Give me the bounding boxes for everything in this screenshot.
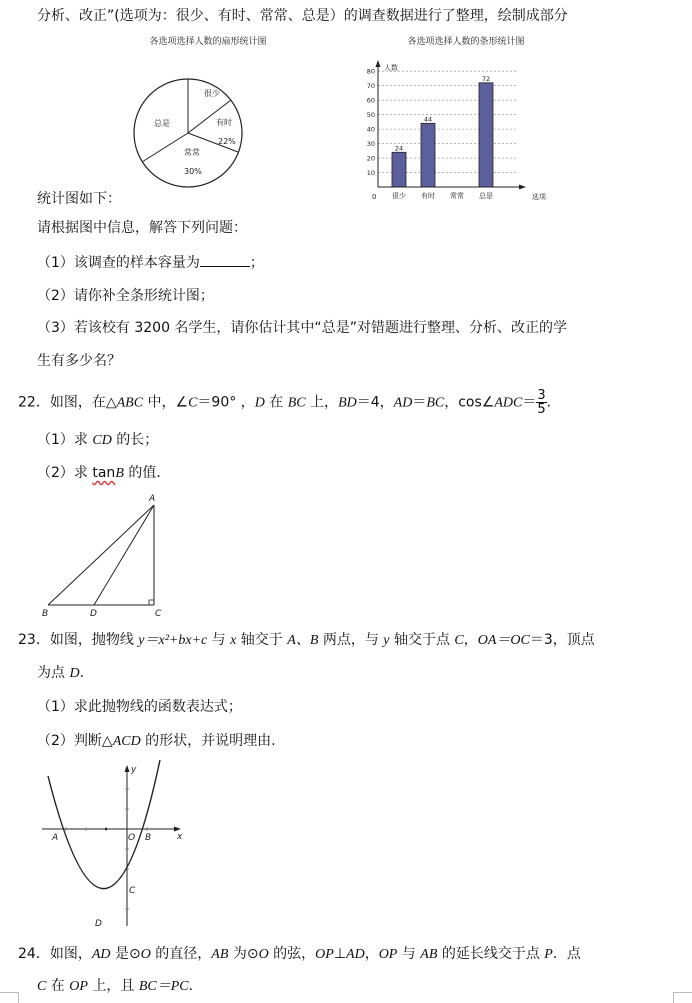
- q24-var: P: [544, 947, 553, 962]
- page-corner-mark: [673, 992, 692, 1003]
- q23-text: 轴交于: [236, 632, 288, 648]
- pie-label-chang-chang: 常常: [184, 148, 200, 157]
- x-axis-arrow: [174, 827, 181, 832]
- origin-label: 0: [372, 193, 377, 201]
- q22-number: 22．: [18, 394, 50, 411]
- q23-var: x: [230, 633, 237, 648]
- q22-part2-text: 的值．: [123, 465, 171, 481]
- q22-text: 中，∠: [143, 394, 189, 411]
- y-axis-arrow: [125, 765, 130, 772]
- q24-statement-cont: [37, 976, 203, 997]
- q23-text: 轴交于点: [389, 632, 455, 648]
- q24-var: AD: [346, 947, 365, 962]
- bar-value-label: 24: [394, 144, 404, 153]
- q22-var: C: [188, 395, 198, 411]
- point-label-a: A: [149, 494, 156, 504]
- q23-part1: （1）求此抛物线的函数表达式；: [37, 699, 242, 715]
- q21-part3: （3）若该校有 3200 名学生，请你估计其中“总是”对错题进行整理、分析、改正的学: [37, 320, 567, 336]
- q22-text: .: [546, 394, 552, 411]
- q23-text: 两点，与: [318, 632, 384, 648]
- q22-part2: [37, 463, 170, 484]
- q21-intro: 统计图如下：: [37, 191, 121, 207]
- vertex-point-marker: [105, 828, 107, 830]
- y-tick-label: 70: [366, 82, 375, 91]
- q24-text: 为⊙: [228, 946, 259, 962]
- y-axis-arrow: [376, 60, 381, 67]
- point-label-b: B: [42, 609, 49, 619]
- q24-var: O: [140, 947, 151, 962]
- axis-label-x: x: [177, 832, 183, 842]
- y-tick-label: 20: [366, 154, 375, 163]
- q24-text: ⊥: [333, 946, 347, 962]
- q22-text: ，cos∠: [444, 394, 495, 411]
- q24-var: OP: [315, 947, 334, 962]
- q23-text: ，: [463, 632, 478, 648]
- q24-var: AB: [211, 947, 229, 962]
- q23-number: 23．: [18, 632, 50, 648]
- q22-var: B: [115, 466, 124, 481]
- q23-text: ＝3，顶点: [529, 632, 595, 648]
- q24-text: 的延长线交于点: [437, 946, 545, 962]
- q21-part1-text: （1）该调查的样本容量为: [37, 255, 200, 271]
- q23-part2: [37, 731, 276, 752]
- pie-label-hen-shao: 很少: [204, 89, 220, 98]
- q22-text: ＝90° ，: [197, 394, 255, 411]
- q24-var: BC＝PC: [138, 979, 189, 994]
- q23-var: D: [69, 666, 80, 681]
- q22-var: ADC: [494, 395, 523, 411]
- q24-text: 上，且: [87, 978, 139, 994]
- q22-text: 上，: [305, 394, 339, 411]
- parabola-curve: [48, 760, 160, 889]
- q22-part1-text: （1）求: [37, 432, 93, 448]
- q24-var: AB: [420, 947, 438, 962]
- q22-text: ＝4，: [356, 394, 394, 411]
- y-axis-label: 人数: [384, 64, 398, 72]
- q23-text: 为点: [37, 665, 70, 681]
- q24-text: ．点: [552, 946, 581, 962]
- q22-part1: [37, 430, 158, 451]
- q22-text: ＝: [412, 394, 427, 411]
- bar: [479, 83, 493, 187]
- q23-text: .: [79, 665, 85, 681]
- pie-divider: [142, 133, 188, 162]
- q24-var: OP: [69, 979, 88, 994]
- q22-var: D: [254, 395, 265, 411]
- fraction-denominator: 5: [537, 402, 546, 417]
- pie-chart-title: 各选项选择人数的扇形统计图: [149, 37, 267, 47]
- q23-text: 与: [207, 632, 231, 648]
- page-corner-mark: [0, 992, 19, 1003]
- q21-part2: （2）请你补全条形统计图；: [37, 288, 214, 304]
- bar: [421, 123, 435, 187]
- q24-text: 的弦，: [268, 946, 316, 962]
- q21-part3-cont: 生有多少名？: [37, 353, 121, 369]
- q22-part2-text: （2）求: [37, 465, 93, 481]
- x-axis-arrow: [519, 185, 526, 190]
- q22-triangle-figure: [36, 490, 176, 622]
- bar-value-label: 72: [481, 74, 491, 83]
- q22-tan: tan: [92, 465, 116, 481]
- q24-text: 如图，: [49, 946, 92, 962]
- point-label-c: C: [129, 886, 136, 896]
- q23-part2-text: （2）判断△: [37, 733, 113, 749]
- y-tick-label: 10: [366, 169, 375, 178]
- q22-var: ABC: [116, 395, 144, 411]
- y-tick-label: 60: [366, 96, 375, 105]
- q24-text: 与: [397, 946, 421, 962]
- q23-part2-text: 的形状，并说明理由.: [140, 733, 276, 749]
- y-tick-label: 50: [366, 111, 375, 120]
- point-label-b: B: [145, 833, 152, 843]
- q23-var: ACD: [112, 734, 141, 749]
- q21-instruction: 请根据图中信息，解答下列问题：: [37, 220, 247, 236]
- q23-equation: y＝x²+bx+c: [138, 633, 208, 648]
- q21-part1: [37, 252, 264, 273]
- y-tick-label: 80: [366, 67, 375, 76]
- q24-text: 在: [46, 978, 70, 994]
- q24-text: ，: [364, 946, 379, 962]
- q22-text: 在: [264, 394, 288, 411]
- q24-var: AD: [91, 947, 111, 962]
- point-label-a: A: [52, 833, 59, 843]
- q22-var: CD: [92, 433, 112, 448]
- q23-var: y: [383, 633, 390, 648]
- q24-number: 24．: [18, 946, 50, 962]
- top-text-line: 分析、改正”(选项为：很少、有时、常常、总是）的调查数据进行了整理，绘制成部分: [37, 8, 568, 24]
- axis-label-y: y: [131, 765, 137, 775]
- x-tick-label: 常常: [450, 192, 464, 200]
- x-axis-label: 选项: [532, 193, 546, 201]
- q22-var: BC: [426, 395, 445, 411]
- q22-part1-text: 的长；: [111, 432, 159, 448]
- x-tick-label: 有时: [421, 192, 435, 200]
- q22-statement: [18, 389, 551, 416]
- q22-var: BC: [287, 395, 306, 411]
- right-angle-mark: [149, 600, 154, 605]
- pie-label-zong-shi: 总是: [154, 119, 170, 128]
- point-label-c: C: [155, 609, 162, 619]
- q22-var: AD: [393, 395, 413, 411]
- pie-divider: [188, 100, 231, 133]
- fraction-numerator: 3: [537, 388, 546, 403]
- q21-answer-blank: [200, 252, 250, 267]
- q23-var: OA＝OC: [477, 633, 530, 648]
- bar-value-label: 44: [423, 115, 433, 124]
- q22-text: ＝: [522, 394, 537, 411]
- y-tick-label: 40: [366, 125, 375, 134]
- bar-chart: [356, 30, 556, 210]
- point-label-o: O: [128, 833, 136, 843]
- q23-var: A、B: [287, 633, 319, 648]
- q23-statement-cont: [37, 663, 84, 684]
- pie-label-you-shi: 有时: [216, 118, 232, 127]
- segment-ab: [48, 505, 154, 605]
- pie-chart: [118, 30, 298, 200]
- q23-text: 如图，抛物线: [49, 632, 139, 648]
- segment-ad: [94, 505, 154, 605]
- x-tick-label: 总是: [479, 192, 493, 200]
- q22-var: BD: [338, 395, 357, 411]
- q24-text: ．: [188, 978, 203, 994]
- q24-statement: [18, 944, 581, 965]
- q23-statement: [18, 630, 595, 651]
- q24-var: OP: [378, 947, 398, 962]
- point-label-d: D: [95, 919, 102, 929]
- pie-label-you-shi-pct: 22%: [218, 137, 236, 146]
- q21-part1-end: ；: [249, 255, 264, 271]
- q24-var: C: [37, 979, 47, 994]
- q24-text: 是⊙: [110, 946, 141, 962]
- point-label-d: D: [90, 609, 97, 619]
- x-tick-label: 很少: [392, 192, 406, 200]
- bar-chart-title: 各选项选择人数的条形统计图: [407, 37, 525, 47]
- q23-parabola-figure: [36, 760, 186, 932]
- q24-var: O: [258, 947, 269, 962]
- q23-var: C: [454, 633, 464, 648]
- q22-text: 如图，在△: [49, 394, 117, 411]
- pie-label-chang-chang-pct: 30%: [184, 167, 202, 176]
- bar: [392, 152, 406, 187]
- q24-text: 的直径，: [150, 946, 212, 962]
- q22-fraction: [536, 389, 546, 416]
- y-tick-label: 30: [366, 140, 375, 149]
